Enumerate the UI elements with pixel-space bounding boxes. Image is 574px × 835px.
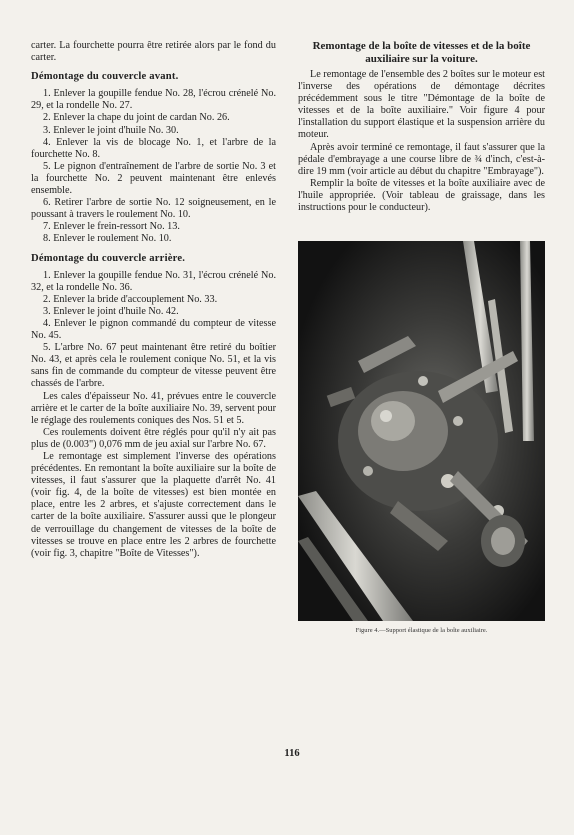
- step-item: 3. Enlever le joint d'huile No. 42.: [43, 305, 179, 317]
- step-item: 1. Enlever la goupille fendue No. 28, l'écrou crénelé No. 29, et la rondelle No. 27.: [31, 88, 276, 112]
- section-heading-rear-cover: Démontage du couvercle arrière.: [31, 252, 186, 264]
- step-item: 4. Enlever la vis de blocage No. 1, et l'arbre de la fourchette No. 8.: [31, 136, 276, 160]
- body-paragraph: Le remontage est simplement l'inverse des opérations précédentes. En remontant la boîte auxiliaire sur la boîte de vitesses, il faut s'assurer que la plaquette d'arrêt No. 41 (voir fig. 4, de la boîte de vitesses) est bien montée en place, entre les 2 arbres, et s'ajuste correctement dans le carter de la boîte auxiliaire. S'assurer aussi que le plongeur de verrouillage du changement de vitesses de la boîte de vitesses se trouve en place entre les 2 arbres de fourchette (voir fig. 3, chapitre "Boîte de Vitesses").: [31, 451, 276, 559]
- section-heading-reassembly: Remontage de la boîte de vitesses et de la boîte auxiliaire sur la voiture.: [312, 40, 531, 65]
- step-item: 2. Enlever la chape du joint de cardan No. 26.: [43, 112, 230, 124]
- step-item: 2. Enlever la bride d'accouplement No. 33.: [43, 293, 218, 305]
- step-item: 7. Enlever le frein-ressort No. 13.: [43, 221, 180, 233]
- step-item: 4. Enlever le pignon commandé du compteur de vitesse No. 45.: [31, 317, 276, 342]
- step-item: 5. L'arbre No. 67 peut maintenant être retiré du boîtier No. 43, et après cela le roulement conique No. 51, et la vis sans fin de commande du compteur de vitesse peuvent être chassés de l'arbre.: [31, 342, 276, 390]
- right-column: [298, 40, 545, 214]
- step-item: 3. Enlever le joint d'huile No. 30.: [43, 124, 179, 136]
- step-item: 8. Enlever le roulement No. 10.: [43, 233, 172, 245]
- body-paragraph: Les cales d'épaisseur No. 41, prévues entre le couvercle arrière et le carter de la boîte auxiliaire No. 39, servent pour le réglage des roulements coniques des Nos. 51 et 5.: [31, 390, 276, 426]
- figure-caption: Figure 4.—Support élastique de la boîte auxiliaire.: [355, 627, 488, 634]
- left-column: [31, 40, 276, 560]
- figure-photo: [298, 241, 545, 621]
- step-item: 1. Enlever la goupille fendue No. 31, l'écrou crénelé No. 32, et la rondelle No. 36.: [31, 269, 276, 293]
- section-heading-front-cover: Démontage du couvercle avant.: [31, 71, 179, 83]
- gearbox-mount-photo: [298, 241, 545, 621]
- step-item: 5. Le pignon d'entraînement de l'arbre de sortie No. 3 et la fourchette No. 2 peuvent maintenant être enlevés ensemble.: [31, 160, 276, 197]
- body-paragraph: Ces roulements doivent être réglés pour qu'il n'y ait pas plus de (0.003") 0,076 mm de jeu axial sur l'arbre No. 67.: [31, 426, 276, 450]
- body-paragraph: Après avoir terminé ce remontage, il faut s'assurer que la pédale d'embrayage a une course libre de ¾ d'inch, c'est-à-dire 19 mm (voir article au début du chapitre "Embrayage").: [298, 141, 545, 177]
- page-number: 116: [284, 748, 300, 759]
- intro-paragraph: carter. La fourchette pourra être retirée alors par le fond du carter.: [31, 40, 276, 64]
- body-paragraph: Le remontage de l'ensemble des 2 boîtes sur le moteur est l'inverse des opérations de démontage décrites précédemment sous le titre "Démontage de la boîte de vitesses et de la boîte auxiliaire." Voir figure 4 pour l'installation du support élastique et la suspension arrière du moteur.: [298, 69, 545, 141]
- step-item: 6. Retirer l'arbre de sortie No. 12 soigneusement, en le poussant à travers le roulement No. 10.: [31, 197, 276, 221]
- body-paragraph: Remplir la boîte de vitesses et la boîte auxiliaire avec de l'huile appropriée. (Voir tableau de graissage, dans les instructions pour le conducteur).: [298, 177, 545, 214]
